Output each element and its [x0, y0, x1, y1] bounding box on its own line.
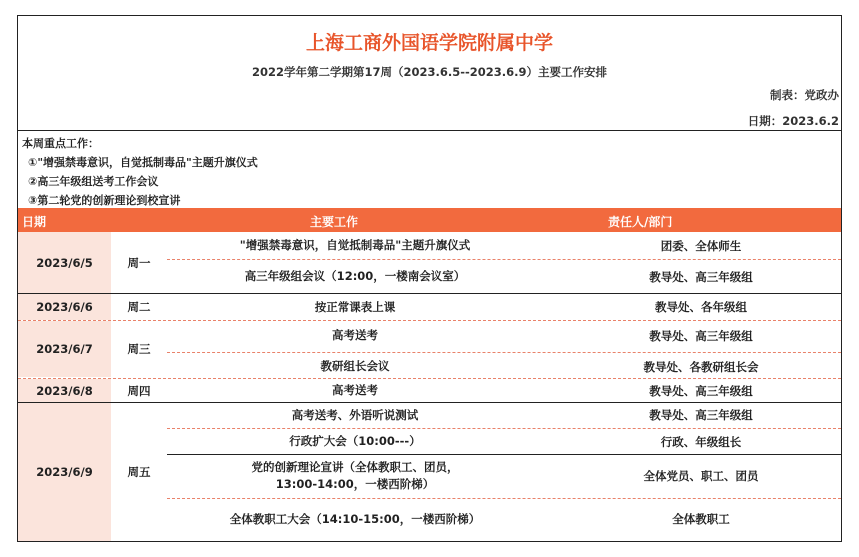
- work-cell: 教研组长会议: [320, 359, 390, 373]
- header-date: 日期: [22, 215, 47, 229]
- work-cell: "增强禁毒意识，自觉抵制毒品"主题升旗仪式: [239, 238, 471, 252]
- date-cell: 2023/6/8: [18, 379, 111, 402]
- responsible-cell: 全体教职工: [672, 512, 730, 526]
- work-cell: 高考送考、外语听说测试: [291, 407, 419, 422]
- school-title: 上海工商外国语学院附属中学: [305, 32, 553, 54]
- responsible-cell: 教导处、高三年级组: [649, 269, 753, 284]
- responsible-cell: 行政、年级组长: [660, 434, 742, 449]
- work-cell: 按正常课表上课: [314, 299, 396, 314]
- work-cell: 高三年级组会议（12:00，一楼南会议室）: [244, 269, 466, 283]
- day-block-monday: [18, 232, 841, 294]
- table-row: [167, 379, 841, 402]
- responsible-cell: 全体党员、职工、团员: [643, 469, 759, 483]
- maker-label: 制表：党政办: [770, 88, 839, 102]
- date-label: 日期：2023.6.2: [747, 114, 839, 128]
- weekday-cell: 周一: [127, 256, 151, 270]
- day-block-thursday: [18, 379, 841, 402]
- focus-item: ②高三年级组送考工作会议: [28, 175, 159, 188]
- focus-label: 本周重点工作：: [22, 137, 99, 150]
- row-divider: [167, 454, 841, 455]
- table-row: [167, 321, 841, 350]
- table-row: [167, 259, 841, 294]
- day-block-friday: [18, 403, 841, 541]
- responsible-cell: 教导处、各教研组长会: [643, 359, 759, 374]
- week-subtitle: 2022学年第二学期第17周（2023.6.5--2023.6.9）主要工作安排: [251, 65, 608, 79]
- weekday-cell: 周三: [127, 342, 151, 356]
- work-line: 13:00-14:00，一楼西阶梯）: [275, 477, 435, 491]
- work-cell: 高考送考: [332, 328, 378, 342]
- date-cell: 2023/6/9: [18, 403, 111, 541]
- work-cell: 高考送考: [332, 383, 378, 397]
- table-row: [167, 403, 841, 427]
- table-row: [167, 353, 841, 380]
- day-block-tuesday: [18, 294, 841, 320]
- date-cell: 2023/6/6: [18, 294, 111, 320]
- header-work: 主要工作: [310, 215, 359, 229]
- table-row: [167, 294, 841, 320]
- schedule-sheet: [17, 15, 842, 542]
- focus-item: ①"增强禁毒意识，自觉抵制毒品"主题升旗仪式: [28, 156, 258, 169]
- header-responsible: 责任人/部门: [608, 215, 673, 229]
- weekday-cell: 周五: [127, 465, 151, 479]
- table-row: [167, 499, 841, 539]
- responsible-cell: 团委、全体师生: [660, 238, 742, 253]
- table-row: [167, 456, 841, 496]
- focus-item: ③第二轮党的创新理论到校宣讲: [28, 194, 181, 207]
- divider: [18, 130, 841, 131]
- responsible-cell: 教导处、高三年级组: [649, 408, 753, 422]
- day-block-wednesday: [18, 321, 841, 377]
- responsible-cell: 教导处、各年级组: [655, 300, 747, 314]
- responsible-cell: 教导处、高三年级组: [649, 383, 753, 398]
- date-cell: 2023/6/7: [18, 321, 111, 377]
- table-row: [167, 429, 841, 454]
- weekday-cell: 周四: [127, 383, 151, 398]
- work-cell: 全体教职工大会（14:10-15:00，一楼西阶梯）: [229, 511, 481, 526]
- work-cell: 行政扩大会（10:00---）: [289, 434, 421, 448]
- date-cell: 2023/6/5: [18, 232, 111, 294]
- weekday-cell: 周二: [127, 300, 151, 314]
- table-header: [18, 208, 841, 232]
- weekly-focus: [22, 134, 258, 210]
- work-line: 党的创新理论宣讲（全体教职工、团员，: [251, 460, 459, 474]
- responsible-cell: 教导处、高三年级组: [649, 328, 753, 343]
- table-row: [167, 232, 841, 259]
- work-cell: [167, 456, 543, 496]
